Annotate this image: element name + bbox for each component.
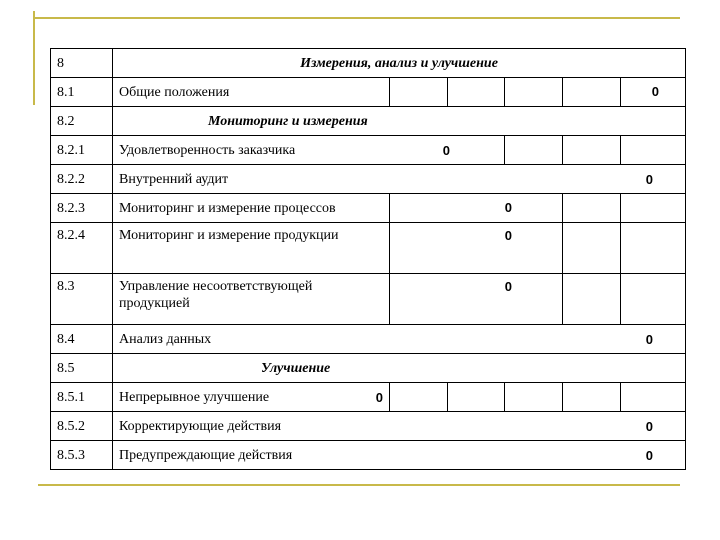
- table-row: [51, 383, 686, 412]
- table-row: [51, 136, 686, 165]
- section-title: Улучшение: [113, 354, 686, 383]
- zero-mark: 0: [442, 142, 450, 158]
- section-number: 8.2.3: [51, 194, 113, 223]
- section-title: Предупреждающие действия: [119, 447, 293, 463]
- zero-mark: 0: [375, 389, 383, 405]
- requirements-table: [50, 48, 686, 470]
- section-number: 8: [51, 49, 113, 78]
- section-title: Общие положения: [113, 78, 390, 107]
- section-number: 8.5.3: [51, 441, 113, 470]
- table-row: [51, 325, 686, 354]
- table-row: [51, 223, 686, 274]
- section-title: Корректирующие действия: [119, 418, 282, 434]
- section-title: Непрерывное улучшение: [119, 389, 270, 405]
- section-number: 8.2.4: [51, 223, 113, 274]
- table-row: [51, 49, 686, 78]
- section-title: Мониторинг и измерение продукции: [113, 223, 390, 274]
- section-title: Управление несоответствующей продукцией: [113, 274, 390, 325]
- table-row: [51, 107, 686, 136]
- section-number: 8.2: [51, 107, 113, 136]
- zero-mark: 0: [504, 228, 512, 243]
- zero-mark: 0: [504, 279, 512, 294]
- zero-mark: 0: [645, 171, 653, 187]
- section-number: 8.5.2: [51, 412, 113, 441]
- decorative-vertical-line: [33, 11, 35, 105]
- section-number: 8.2.2: [51, 165, 113, 194]
- table-row: [51, 441, 686, 470]
- section-title: Мониторинг и измерение процессов: [113, 194, 390, 223]
- section-title: Анализ данных: [119, 331, 212, 347]
- section-number: 8.5: [51, 354, 113, 383]
- zero-mark: 0: [645, 331, 653, 347]
- decorative-top-line: [33, 17, 680, 19]
- section-title: Удовлетворенность заказчика: [119, 142, 296, 158]
- section-number: 8.2.1: [51, 136, 113, 165]
- zero-mark: 0: [651, 84, 659, 99]
- zero-mark: 0: [645, 418, 653, 434]
- section-title: Измерения, анализ и улучшение: [113, 49, 686, 78]
- table-row: [51, 78, 686, 107]
- section-title: Внутренний аудит: [119, 171, 229, 187]
- section-number: 8.1: [51, 78, 113, 107]
- table-row: [51, 412, 686, 441]
- section-number: 8.4: [51, 325, 113, 354]
- section-number: 8.3: [51, 274, 113, 325]
- zero-mark: 0: [504, 200, 512, 215]
- decorative-bottom-line: [38, 484, 680, 486]
- table-row: [51, 274, 686, 325]
- table-row: [51, 194, 686, 223]
- zero-mark: 0: [645, 447, 653, 463]
- table-row: [51, 165, 686, 194]
- section-number: 8.5.1: [51, 383, 113, 412]
- section-title: Мониторинг и измерения: [113, 107, 686, 136]
- table-row: [51, 354, 686, 383]
